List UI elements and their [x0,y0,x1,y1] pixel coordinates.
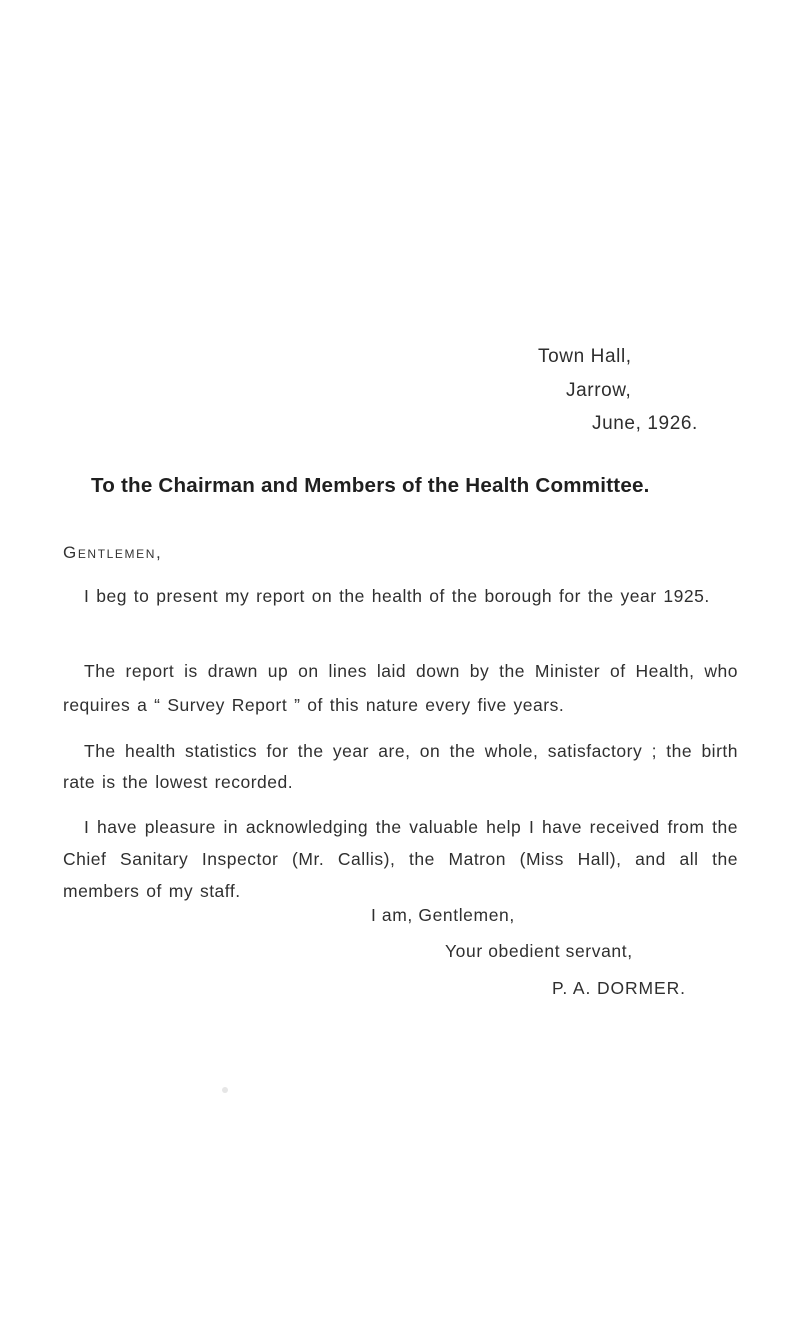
paragraph-1: I beg to present my report on the health of the borough for the year 1925. [84,586,710,606]
paragraph-2: The report is drawn up on lines laid down by the Minister of Health, who requires a “ Survey Report ” of this nature every five years. [63,661,738,715]
address-line-jarrow: Jarrow, [566,380,632,401]
salutation: Gentlemen, [63,543,163,562]
paragraph-3: The health statistics for the year are, on the whole, satisfactory ; the birth rate is the lowest recorded. [63,741,738,792]
closing-line-1: I am, Gentlemen, [371,905,515,925]
address-line-date: June, 1926. [592,413,698,434]
address-line-town-hall: Town Hall, [538,346,632,367]
signature: P. A. DORMER. [552,978,686,998]
paper-speck [222,1087,228,1093]
letter-heading: To the Chairman and Members of the Health Committee. [91,475,650,497]
closing-line-2: Your obedient servant, [445,941,633,961]
paragraph-4: I have pleasure in acknowledging the valuable help I have received from the Chief Sanitary Inspector (Mr. Callis), the Matron (Miss Hall), and all the members of my staff. [63,817,738,901]
